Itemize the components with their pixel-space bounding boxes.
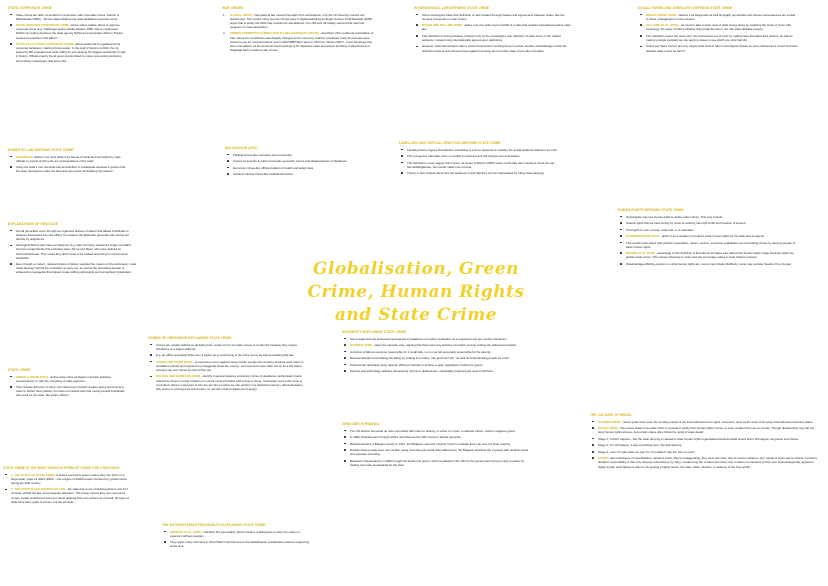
section-heading: THE CULTURE OF DENIAL (590, 413, 632, 417)
item-text: - describes US's neoliberal colonisation of Iraq, where the constitution was illegally changed so the economy could be privatised. Iraqi oil revenues were seized to pay for 'reconstructions' and in 2004 $8B billion went to US firms. Whyte (2007) - terror bombings has been normalised, as the American fire-bombings of 67 Japanese cities and atomic bombing of Hiroshima and Nagasaki had no trials for war crimes. (230, 31, 374, 52)
item-text: Bureaucratisation-normalising the killing by making it a routine, rule-governed 'job', as well as dehumanising people as 'units'. (350, 356, 510, 361)
bullet-item (16, 155, 126, 163)
item-text: Despite these people were very similar, being more like just social class differences, the Belgians ethicised the 2 groups with racial ID cards and separate schooling. (350, 448, 529, 457)
bullet-item (422, 44, 574, 52)
section-rwanda (342, 422, 532, 469)
key-term: ALVAREZ (2008) (598, 419, 621, 424)
item-text: This definition is even vaguer than harms, as Green & Ward's (2005) study of anti-Iraq war protesters found the war harmful/illegitimate, but couldn't label it as criminal. (407, 160, 555, 169)
section-human-rights (618, 208, 798, 268)
bullet-list (8, 13, 126, 63)
item-text: - defines it as illegal acts as well as legally permissible acts whose consequences are similar to those of illegal acts in harm caused. (646, 12, 796, 21)
key-term: ILLEGAL WARS (230, 12, 252, 17)
bullet-item (16, 23, 126, 40)
bullet-item (350, 343, 572, 347)
bullet-list (222, 13, 374, 53)
bullet-item (626, 262, 798, 266)
item-text: Critics say these 'harms' are very vague-what level of harm must happen before an act is defined as a crime? And who decides what counts as harm? (646, 44, 798, 53)
bullet-item (598, 450, 818, 454)
section-heading: THE AUTHORITARIAN PERSONALITY-EXPLAINING STATE CRIME (162, 523, 266, 527)
key-term: COHEN (598, 456, 609, 461)
bullet-item (626, 241, 798, 249)
item-text: Instrumental rationality-using rational, efficient methods to achieve a goal, regardless of what the goal is. (350, 362, 484, 367)
bullet-list (3, 473, 131, 504)
bullet-list (148, 343, 308, 391)
item-text: Crimes by security & police forces-like genocide, torture and disappearance of dissidents. (233, 159, 348, 164)
bullet-item (646, 44, 798, 52)
bullet-item (223, 12, 374, 30)
item-text: - identify 3 general features producing crimes of obedience: authorisation (acts ordered by those in power replace our normal moral principles with a duty to obey), routinisation (once the crime is committed, there's a pressure to turn the act into a routine we can perform in a detached manner), dehumanisation (the enemy is portrayed as sub-human, so normal moral principles don't apply). (156, 374, 303, 391)
item-text: - identifies this personality, which includes a willingness to obey the orders of superiors without question. (170, 529, 300, 538)
bullet-item (16, 243, 138, 260)
bullet-item (626, 234, 798, 238)
bullet-item (16, 165, 126, 173)
item-text: -where states initiate, direct or approve corporate crime. E.g. challenger space shuttle disaster 1986, where employees/ NASA cut-costing decisions the state agency NASA and corporation Morton Thiokol caused an explosion that killed 7. (16, 23, 123, 40)
bullet-item (223, 31, 374, 52)
bullet-list (162, 530, 312, 549)
bullet-item (170, 530, 312, 538)
bullet-list (590, 420, 818, 469)
key-term: HILLYARD ET AL (2004) (646, 23, 679, 28)
item-text: Using the state's own domestic law as definition in inadequate because it ignores that the state themselves make the laws and can avoid criminalising themselves. (16, 165, 126, 174)
section-labelling (399, 141, 559, 178)
bullet-list (638, 13, 798, 53)
item-text: -where states fail to regulate/control corporate behaviour, making crimes easier. In the Gulf of Mexico in 2010, the rig leased by BP exploded and sank, killing 11 and causing the biggest accidental oil spill in history. Official enquiry found governments failed to notice cost-cutting decisions and industry inadequacy that led to this. (16, 42, 126, 63)
bullet-item (598, 426, 818, 434)
bullet-list (225, 153, 370, 177)
key-term: COHEN (2006) (598, 426, 618, 431)
bullet-item (598, 456, 818, 468)
item-text: Social & cultural crimes-like institutional racism. (233, 172, 294, 177)
item-text: However, international law is also a social construction involving those in power. Another disadvantage is that this definition looks at war crimes/crimes against humanity and not other state crimes like corruption. (422, 44, 567, 53)
item-text: - define it as any action by/on behalf of a state that violates international and/or state law. (422, 23, 571, 32)
section-state-corporate (8, 6, 126, 65)
item-text: This includes all forms of crime committed by/on behalf of states and governments in order to further their policies, but does not include acts that merely benefit individuals who work for the state, like police officers. (16, 385, 125, 398)
item-text: Disadvantage-differing opinions on what human rights are, some may include life/liberty, some may exclude freedom from hunger. (626, 261, 792, 266)
bullet-item (233, 172, 370, 176)
item-text: E.g. an officer accepting bribe from a higher up is conforming to his unit's norms as well as breaking the law. (156, 353, 295, 358)
item-text: They argue many Germans in World War II had this due to the disciplinarian socialisation patterns happening at the time. (170, 540, 310, 549)
item-text: Crimes are usually defined as deviating from social norms, but state crimes of conformity because they require obedience to a higher authority. (156, 342, 298, 351)
item-text: Not all genocides occur through an organised division of labour that allows individuals to distance themselves from the killing, for instance the Rwandan genocide was carried out directly by neighbours. (16, 228, 129, 241)
bullet-item (16, 375, 126, 383)
item-text: - define it as a violation of people's basic human rights by the state and its agents. (660, 234, 765, 239)
key-term: BAUMAN (1989) (350, 343, 373, 348)
item-text: Natural rights that we have simply by virtue of existing, like right to life and freedom of speech. (626, 221, 747, 226)
bullet-item (156, 360, 308, 372)
bullet-item (156, 374, 308, 391)
item-text: State crimes are often committed in conjunction with corporate crimes. Kramer & Michalowski (1990) - 'there's state-initiated and state-facilitated corporate crime': (16, 12, 119, 21)
item-number: 2. (223, 31, 226, 36)
section-modernity (342, 330, 572, 376)
bullet-item (626, 228, 798, 232)
bullet-item (350, 350, 572, 354)
key-term: 2. THE STATE IS THE SOURCE OF LAW (11, 487, 66, 492)
section-serious-reasons (3, 466, 131, 506)
item-text: This definition means the state can't rule themselves out of court by making laws that allow their actions, as well as making a single standard we can apply to states to see which are most harmful. (646, 33, 793, 42)
item-text: This definition is strong because it doesn't rely on the sociologist's own definition of state crime or the relative audience; instead using internationally agreed-upon definitions. (422, 33, 562, 42)
bullet-item (646, 34, 798, 42)
key-term: MICHALOWSKI (1985) (646, 12, 677, 17)
section-heading: HUMAN RIGHTS-DEFINING STATE CRIME (618, 208, 684, 212)
item-text: Even though a modern, rational division of labour supplied the means for the Holocaust, it was racial ideology behind the motivation to carry out, as well as the preceding decade of antisemitic propaganda that helped create willing participants and sympathetic bystanders. (16, 262, 137, 275)
item-text: A division of labour-everyone responsible for 1 small task, so no one felt personally responsible for the atrocity. (350, 349, 492, 354)
bullet-item (598, 420, 818, 424)
bullet-item (407, 148, 559, 152)
item-text: - international law means that apart from self-defence, only the UN Security Council can declare war. This means many see the US-led wars in Afghanistan/Iraq as illegal. Kramer & Michalowski (2005) - argue that to justify the 2003 Iraq invasion as self-defence, the USA and UK falsely claimed that Iraqi had weapons of mass destruction. (230, 12, 374, 29)
bullet-item (16, 229, 138, 241)
item-text: -also techniques of neutralisation: denial of victim (they're exaggerating, they were terrorists, they're used to violence, etc), denial of injury (we're victims, not them), denial of responsibility (I was only obeying orders/doing my duty), condemning the condemners (they only condemn us because of their own interests/agenda), appeal to higher loyalty (self-righteous claim to be serving a higher cause: the state, Islam, Zionism, or defence of the 'free world'). (598, 456, 818, 469)
item-text: Political crimes-like corruption and censorship. (233, 152, 293, 157)
key-term: GREEN & WARD (2012) (16, 374, 48, 379)
section-social-harms (638, 6, 798, 55)
item-text: Stage 1: 'It didn't happen' - like the state denying a massacre while human rights organisations/victims/media shows that it did happen via graves and photos. (598, 436, 799, 441)
section-culture-of-denial (590, 413, 818, 471)
section-heading: EXPLANATIONS OF GENOCIDE (8, 222, 58, 226)
bullet-list (414, 13, 574, 53)
bullet-list (8, 229, 138, 275)
key-term: 1. THE SCALE OF STATE CRIME (11, 472, 56, 477)
item-text: Sociologists may use human rights to define state crimes. This may include: (626, 214, 723, 219)
section-heading: STATE CRIME (8, 368, 31, 372)
bullet-item (646, 23, 798, 31)
bullet-list (8, 375, 126, 398)
bullet-item (422, 13, 574, 21)
key-term: MOORE ET AL (2003) (626, 251, 656, 256)
item-text: Theory is also unclear about who the audience is and that they can be manipulated by ruling class ideology. (407, 171, 545, 176)
bullet-item (626, 251, 798, 259)
item-text: - this means states now make effort to conceal or justify their human rights crimes, or even re-label them as not crimes. Though dictatorships may flat out deny human rights abuses, democratic states often follow the spiral of state denial: (598, 426, 814, 435)
bullet-item (233, 153, 370, 157)
section-domestic-law (8, 148, 126, 176)
bullet-item (350, 429, 532, 433)
bullet-item (350, 337, 572, 341)
section-genocide-explanations (8, 222, 138, 277)
item-text: Stage 3: 'even if it was what you say it is, it's justified', like the 'war on terror'. (598, 449, 696, 454)
bullet-item (407, 154, 559, 158)
bullet-item (407, 161, 559, 169)
bullet-item (598, 443, 818, 447)
bullet-item (598, 437, 818, 441)
item-text: Civil rights-to vote, privacy, a fair trial, or to education. (626, 227, 695, 232)
item-text: - define state crime as illegal or deviant activities perpetrated by or with the complicity of state agencies. (16, 374, 111, 383)
item-text: This would mean states that practice imperialism, racism, sexism, economic exploitation are committing crimes by denying people of basic human rights. (626, 240, 796, 249)
bullet-item (233, 159, 370, 163)
section-heading: STATE CRIME IS THE MOST SERIOUS FORM OF CRIME FOR 2 REASONS: (3, 466, 121, 470)
item-text: - the state has a role of defining what is and isn't criminal, uphold the law, and prosecute offenders. This power means they can conceal its crimes, evade punishment and even avoid defining their own actions as criminal. All types of state have been guilty of crimes, but the principle (11, 487, 129, 504)
bullet-list (399, 148, 559, 176)
item-text: Rwanda's independence in 1962 brought the Hutus into power, which escalated in the '90s by the government trying to cling to power by fuelling race hate propaganda by the Hutu. (350, 458, 525, 467)
key-term: ROTHE AND MULLINS (2008) (422, 23, 462, 28)
bullet-item (170, 540, 312, 548)
bullet-item (350, 442, 532, 446)
item-text: Some sociologists base their definition on law created through treaties and agreements between states, like the Geneva Convention on war crimes. (422, 12, 565, 21)
item-text: The UN defines Genocide as 'acts committed with intent to destroy, in whole or in part, a national, ethnic, racial or religious group'. (350, 428, 516, 433)
bullet-item (16, 13, 126, 21)
section-heading: LABELLING AND CRITICAL REACTION-DEFINING STATE CRIME (399, 141, 501, 145)
item-number: 1. (223, 12, 226, 17)
section-heading: WAR CRIMES (222, 6, 244, 10)
bullet-list (8, 155, 126, 174)
item-text: Ideological factors also have an influence. E.g. Nazi Germany stressed a single monolithic German social identity that excluded Jews, Roma and Slavs, who were defined as inferior/subhuman. This meant they didn't need to be treated according to normal moral standards. (16, 243, 132, 260)
section-mclaughlin (225, 146, 370, 179)
section-international-law (414, 6, 574, 55)
bullet-item (156, 343, 308, 351)
item-text: - to overcome norms against using cruelty, people who became torturers were often re-socialised, trained and exposed to propaganda about the 'enemy', and such acts were often set up as a 9-5 where torturers can see crimes as part of their job. (156, 359, 305, 372)
section-heading: CRIMES OF OBEDIENCE-EXPLAINING STATE CRIME (148, 336, 232, 340)
section-heading: DOMESTIC LAW DEFINING STATE CRIME (8, 148, 74, 152)
key-term: SCHWENDINGER (1970) (626, 234, 660, 239)
bullet-list (342, 337, 572, 374)
key-term: CHAMBLISS (16, 154, 34, 159)
item-text: - we need to take a wider view of state wrong-doing by replacing the study of crime with zemiology: the study of harms whether they break the law or not, like state-facilitate poverty. (646, 23, 791, 32)
section-heading: SOCIAL HARMS AND ZEMIOLOGY-DEFINING STATE CRIME (638, 6, 733, 10)
bullet-item (350, 363, 572, 367)
bullet-item (11, 487, 131, 504)
section-heading: STATE-CORPORATE CRIME (8, 6, 52, 10)
bullet-list (618, 215, 798, 266)
section-heading: MODERNITY-EXPLAINING STATE CRIME (342, 330, 407, 334)
key-term: STATE-FACILITATED CORPORATE CRIME (16, 42, 74, 47)
bullet-item (350, 356, 572, 360)
item-text: Labelling theory argues that whether something is a crime depends on whether the social audience defines it as such. (407, 147, 558, 152)
section-heading: GENOCIDE IN RWANDA (342, 422, 380, 426)
section-authoritarian (162, 523, 312, 551)
key-term: KELMAN AND HAMILTON (1989) (156, 374, 201, 379)
item-text: - advantage of this definition is that almost all states care about their human rights image because rights are global social norms. This causes 'shaming' to enter and can encourage states to treat citizens properly. (626, 251, 794, 260)
bullet-item (407, 171, 559, 175)
bullet-item (11, 473, 131, 485)
key-term: ADORNO ET AL (1950) (170, 529, 201, 534)
item-text: Economic crimes-like official violation of health and safety laws (233, 165, 314, 170)
section-obedience (148, 336, 308, 393)
bullet-item (422, 34, 574, 42)
section-heading: MCLAUGHLIN (2001) (225, 146, 258, 150)
bullet-item (350, 435, 532, 439)
key-term: CRIMES COMMITTED DURING WAR BY BELLIGERENTS (STATE) (230, 31, 319, 36)
bullet-item (233, 166, 370, 170)
item-text: This recognises that state crime is socially constructed and will change over time/culture. (407, 154, 521, 159)
bullet-item (16, 262, 138, 274)
section-war-crimes (222, 6, 374, 54)
page-title: Globalisation, Green Crime, Human Rights and State Crime (307, 259, 525, 325)
item-text: - recent years have seen the growing impact of the international human rights movement, such as the work of Amnesty International pressuring states. (621, 419, 814, 424)
bullet-item (350, 459, 532, 467)
bullet-item (16, 385, 126, 397)
item-text: Some argue that the Holocaust represented a breakdown of modern civilisation as a regression into pre-modern barbarism. (350, 336, 508, 341)
section-heading: INTERNATIONAL LAW-DEFINING STATE CRIME (414, 6, 489, 10)
item-text: Rwanda became a Belgian country in 1912, and Belgians used the minority Tutsis to mediate their rule over the Hutu majority. (350, 441, 511, 446)
bullet-item (646, 13, 798, 21)
section-state-crime (8, 368, 126, 400)
item-text: is state's enormous power means they can harm on a huge scale. Green & Ward (2012) - cite a figure of 262M people murdered by governments during the 20th century. (11, 472, 127, 485)
item-text: Stage 2: 'If it did happen, it was something else', like self-defence. (598, 443, 683, 448)
bullet-item (156, 353, 308, 357)
item-text: - takes the opposite view, arguing that there were key features of modern society making the Holocaust possible. (372, 343, 517, 348)
bullet-list (342, 429, 532, 467)
item-text: defines it as 'acts defined by law as criminal and committed by state officials in pursuit of their jobs as representatives of the state'. (16, 154, 121, 163)
bullet-item (626, 215, 798, 219)
item-text: Science and technology-railways transporting victims to deathcamps, industrially produced gas used to kill them. (350, 369, 494, 374)
bullet-item (422, 23, 574, 31)
item-text: In 1994, Rwanda went through what's described as the 20th century's fastest genocide. (350, 435, 462, 440)
bullet-item (626, 221, 798, 225)
bullet-item (16, 42, 126, 63)
bullet-item (350, 448, 532, 456)
key-term: STATE-INITIATED CORPORATE CRIME (16, 23, 70, 28)
bullet-item (350, 369, 572, 373)
key-term: COHEN AND WARD (2012) (156, 359, 193, 364)
